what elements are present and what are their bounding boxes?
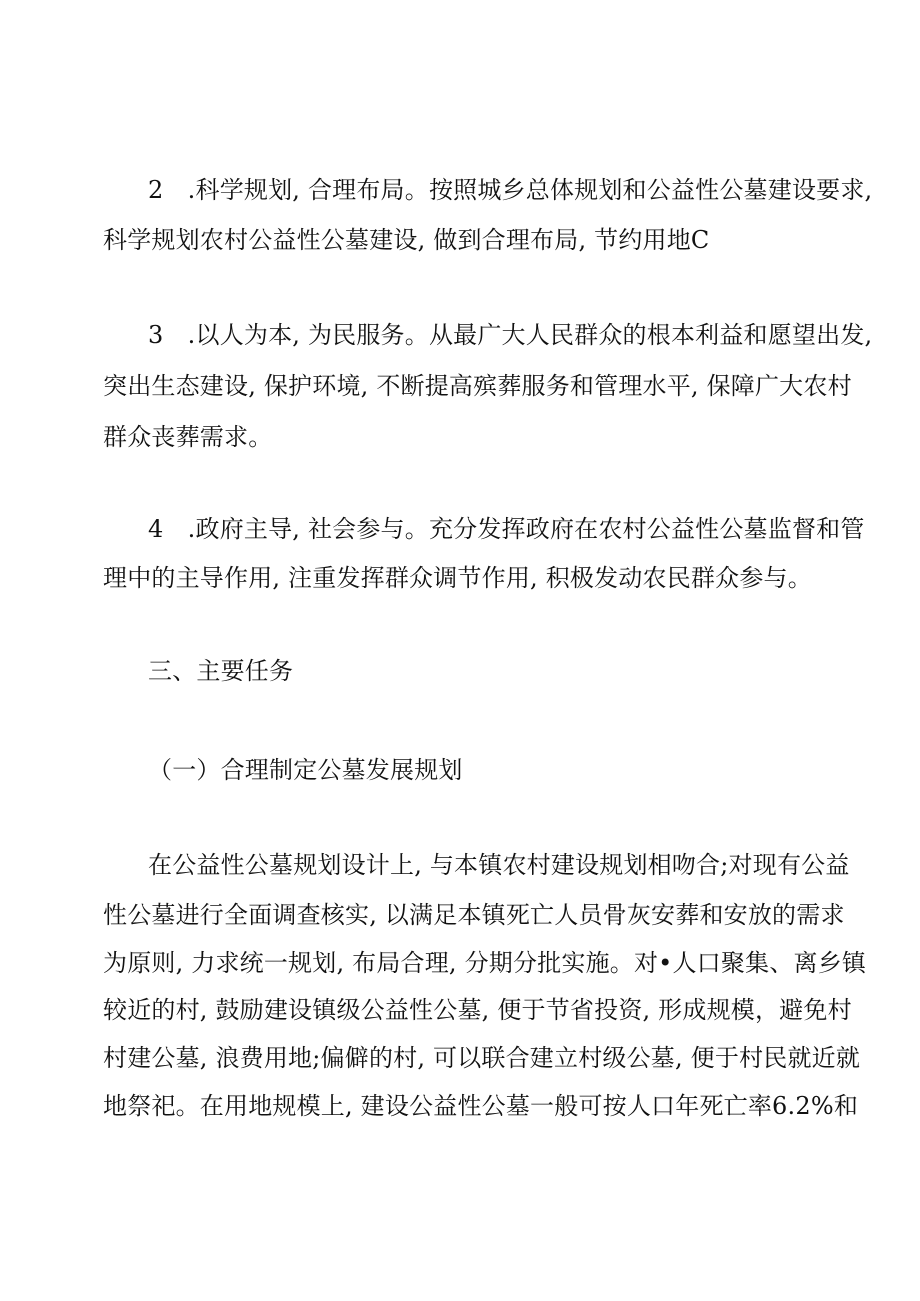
body-paragraph-line-3: 为原则, 力求统一规划, 布局合理, 分期分批实施。对•人口聚集、离乡镇 [103,949,867,977]
paragraph-3-line-2: 突出生态建设, 保护环境, 不断提高殡葬服务和管理水平, 保障广大农村 [103,372,852,400]
paragraph-2-line-2: 科学规划农村公益性公墓建设, 做到合理布局, 节约用地C [103,226,710,254]
body-paragraph-line-6: 地祭祀。在用地规模上, 建设公益性公墓一般可按人口年死亡率6.2%和 [103,1092,859,1120]
section-heading: 三、主要任务 [148,657,294,685]
paragraph-4-line-2: 理中的主导作用, 注重发挥群众调节作用, 积极发动农民群众参与。 [103,564,812,592]
subsection-heading: （一）合理制定公墓发展规划 [148,756,463,784]
paragraph-4-line-1: 4 .政府主导, 社会参与。充分发挥政府在农村公益性公墓监督和管 [148,515,865,543]
body-paragraph-line-1: 在公益性公墓规划设计上, 与本镇农村建设规划相吻合;对现有公益 [148,851,850,879]
body-paragraph-line-2: 性公墓进行全面调查核实, 以满足本镇死亡人员骨灰安葬和安放的需求 [103,901,845,929]
paragraph-3-line-1: 3 .以人为本, 为民服务。从最广大人民群众的根本利益和愿望出发, [148,321,873,349]
body-paragraph-line-4: 较近的村, 鼓励建设镇级公益性公墓, 便于节省投资, 形成规模，避免村 [103,996,852,1024]
paragraph-2-line-1: 2 .科学规划, 合理布局。按照城乡总体规划和公益性公墓建设要求, [148,176,873,204]
body-paragraph-line-5: 村建公墓, 浪费用地;偏僻的村, 可以联合建立村级公墓, 便于村民就近就 [103,1044,861,1072]
paragraph-3-line-3: 群众丧葬需求。 [103,423,273,451]
